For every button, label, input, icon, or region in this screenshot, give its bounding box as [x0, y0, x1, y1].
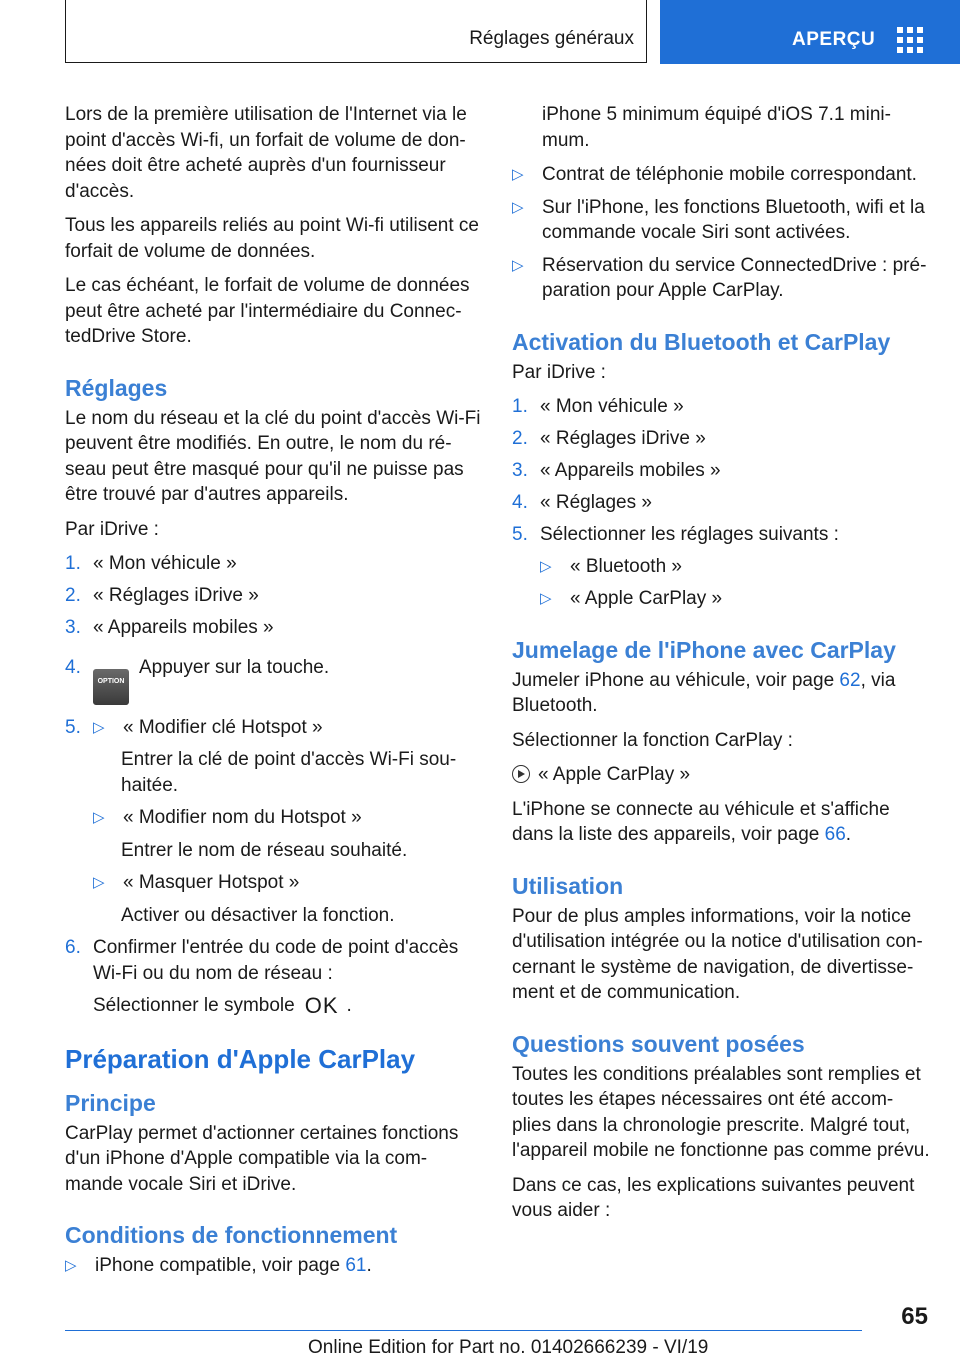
grid-icon — [897, 27, 923, 53]
footer-divider — [65, 1330, 862, 1331]
section-tab[interactable] — [65, 0, 647, 63]
bullet-item: ▷ « Modifier nom du Hotspot » — [93, 805, 483, 831]
step-item: 3. « Appareils mobiles » — [512, 460, 721, 481]
step-item: 5. Sélectionner les réglages suivants : ▷ « Bluetooth » ▷ « Apple CarPlay » — [512, 522, 932, 612]
usage-heading: Utilisation — [512, 872, 624, 899]
intro-paragraph: Le cas échéant, le forfait de volume de données peut être acheté par l'intermédiaire du Connec-tedDrive Store. — [65, 275, 470, 347]
page-header — [0, 0, 960, 66]
usage-paragraph: Pour de plus amples informations, voir la notice d'utilisation intégrée ou la notice d'utilisation con-cernant le système de navigation, de divertisse-ment et de communication. — [512, 905, 923, 1003]
faq-heading: Questions souvent posées — [512, 1030, 805, 1057]
triangle-bullet-icon: ▷ — [540, 590, 552, 607]
conditions-heading: Conditions de fonctionnement — [65, 1222, 398, 1248]
step-item: 5. ▷ « Modifier clé Hotspot » Entrer la clé de point d'accès Wi-Fi sou-haitée. ▷ « Modifier nom du Hotspot » Entrer le nom de réseau souhaité. ▷ « Masquer Hotspot » Activer ou désactiver la fonction. — [65, 715, 483, 929]
page-link[interactable]: 66 — [824, 824, 846, 845]
pairing-carplay: « Apple CarPlay » — [512, 762, 932, 788]
principle-heading: Principe — [65, 1089, 156, 1116]
section-title: Réglages généraux — [469, 28, 634, 49]
step-item: 6. Confirmer l'entrée du code de point d'accès Wi-Fi ou du nom de réseau : Sélectionner le symbole OK . — [65, 937, 459, 1018]
idrive-label: Par iDrive : — [512, 361, 606, 383]
bullet-item: ▷ Sur l'iPhone, les fonctions Bluetooth, wifi et la commande vocale Siri sont activées. — [512, 196, 925, 243]
play-icon — [512, 765, 530, 783]
overview-label: APERÇU — [792, 29, 876, 50]
faq-paragraph: Dans ce cas, les explications suivantes peuvent vous aider : — [512, 1174, 915, 1221]
option-button-icon: OPTION — [93, 669, 129, 705]
triangle-bullet-icon: ▷ — [512, 166, 524, 183]
triangle-bullet-icon: ▷ — [65, 1257, 77, 1274]
activation-heading: Activation du Bluetooth et CarPlay — [512, 328, 891, 355]
right-column — [512, 102, 932, 1233]
page-number: 65 — [901, 1303, 928, 1330]
bullet-description: Entrer le nom de réseau souhaité. — [121, 839, 408, 861]
pairing-select: Sélectionner la fonction CarPlay : — [512, 729, 793, 751]
triangle-bullet-icon: ▷ — [93, 874, 105, 891]
edition-text: Online Edition for Part no. 01402666239 - VI/19 — [308, 1337, 709, 1358]
step-item: 1. « Mon véhicule » — [65, 553, 237, 574]
ok-icon: OK — [304, 993, 339, 1018]
triangle-bullet-icon: ▷ — [93, 809, 105, 826]
bullet-item: ▷ « Bluetooth » — [540, 554, 932, 580]
step-item: 3. « Appareils mobiles » — [65, 617, 274, 638]
bullet-description: Entrer la clé de point d'accès Wi-Fi sou-haitée. — [121, 749, 457, 796]
pairing-result: L'iPhone se connecte au véhicule et s'affiche dans la liste des appareils, voir page 66. — [512, 798, 890, 845]
left-column — [65, 102, 483, 1286]
idrive-label: Par iDrive : — [65, 518, 159, 540]
intro-paragraph: Lors de la première utilisation de l'Internet via le point d'accès Wi-fi, un forfait de volume de don-nées doit être acheté auprès d'un fournisseur d'accès. — [65, 104, 467, 202]
bullet-item: ▷ « Modifier clé Hotspot » — [93, 715, 483, 741]
overview-button[interactable] — [660, 0, 960, 64]
settings-paragraph: Le nom du réseau et la clé du point d'accès Wi-Fi peuvent être modifiés. En outre, le nom du ré-seau peut être masqué pour qu'il ne puisse pas être trouvé par d'autres appareils. — [65, 407, 481, 505]
step-item: 1. « Mon véhicule » — [512, 396, 684, 417]
step-item: 2. « Réglages iDrive » — [512, 428, 706, 449]
triangle-bullet-icon: ▷ — [512, 198, 524, 216]
principle-paragraph: CarPlay permet d'actionner certaines fonctions d'un iPhone d'Apple compatible via la com-mande vocale Siri et iDrive. — [65, 1122, 459, 1195]
triangle-bullet-icon: ▷ — [93, 718, 105, 736]
pairing-paragraph: Jumeler iPhone au véhicule, voir page 62, via Bluetooth. — [512, 669, 896, 716]
page-link[interactable]: 61 — [345, 1255, 367, 1276]
page-link[interactable]: 62 — [839, 669, 861, 691]
step-item: 4. OPTIONAppuyer sur la touche. — [65, 655, 483, 705]
triangle-bullet-icon: ▷ — [540, 557, 552, 575]
bullet-description: Activer ou désactiver la fonction. — [121, 904, 395, 926]
carplay-prep-heading: Préparation d'Apple CarPlay — [65, 1043, 416, 1074]
step-item: 4. « Réglages » — [512, 492, 652, 513]
triangle-bullet-icon: ▷ — [512, 256, 524, 274]
intro-paragraph: Tous les appareils reliés au point Wi-fi utilisent ce forfait de volume de données. — [65, 215, 479, 262]
step-item: 2. « Réglages iDrive » — [65, 585, 259, 606]
bullet-item: ▷ « Masquer Hotspot » — [93, 870, 483, 896]
settings-heading: Réglages — [65, 374, 168, 401]
bullet-item: ▷ Contrat de téléphonie mobile correspondant. — [512, 162, 932, 188]
bullet-item: ▷ « Apple CarPlay » — [540, 586, 932, 612]
bullet-item: ▷ iPhone compatible, voir page 61. — [65, 1253, 483, 1279]
pairing-heading: Jumelage de l'iPhone avec CarPlay — [512, 636, 896, 663]
faq-paragraph: Toutes les conditions préalables sont remplies et toutes les étapes nécessaires ont été accom-plies dans la chronologie prescrite. Malgré tout, l'appareil mobile ne fonctionne pas comme prévu. — [512, 1063, 930, 1161]
condition-continued: iPhone 5 minimum équipé d'iOS 7.1 mini-mum. — [542, 104, 891, 151]
bullet-item: ▷ Réservation du service ConnectedDrive : pré-paration pour Apple CarPlay. — [512, 254, 927, 301]
